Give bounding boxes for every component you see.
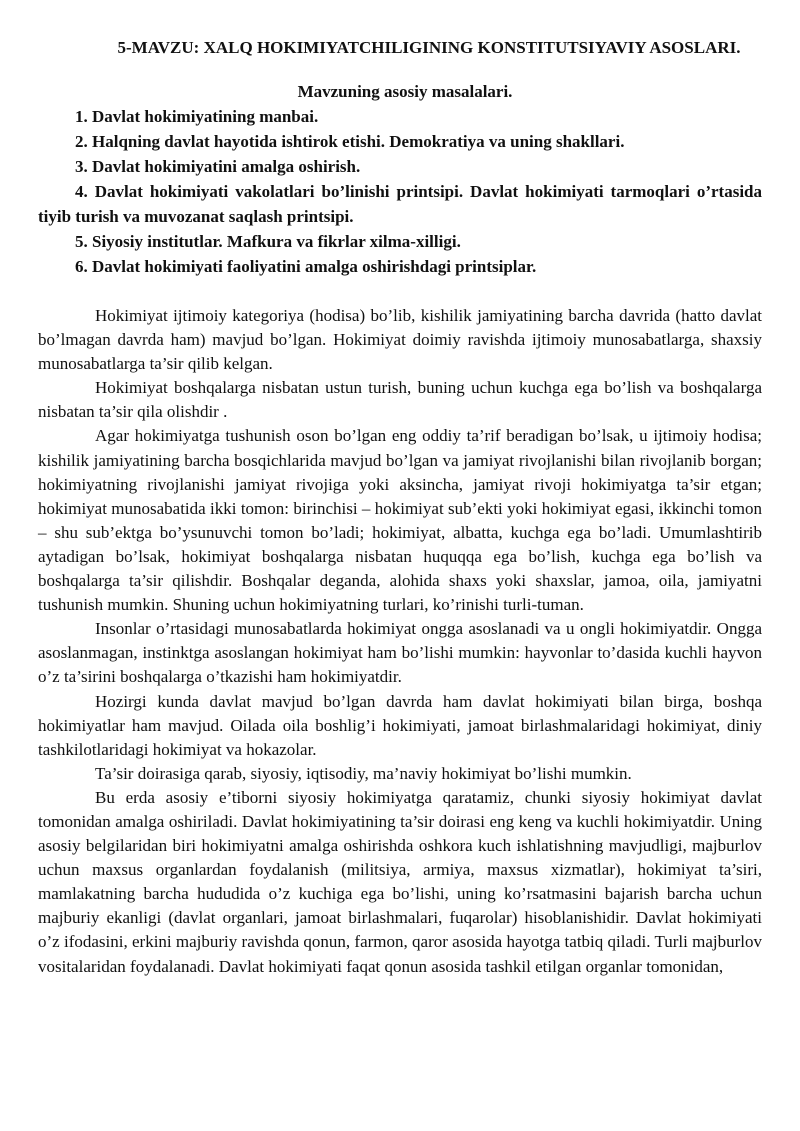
body-paragraph: Hokimiyat ijtimoiy kategoriya (hodisa) bo’lib, kishilik jamiyatining barcha davrida (hatto davlat bo’lmagan davrda ham) mavjud bo’lgan. Hokimiyat doimiy ravishda ijtimoiy munosabatlarga, shaxsiy munosabatlarga ta’sir qilib kelgan. (38, 306, 762, 374)
body-paragraph: Agar hokimiyatga tushunish oson bo’lgan eng oddiy ta’rif beradigan bo’lsak, u ijtimoiy hodisa; kishilik jamiyatining barcha bosqichlarida mavjud bo’lgan va jamiyat rivojlanishi bilan rivojlanib borgan; hokimiyatning rivojlanishi jamiyat rivojiga yoki aksincha, jamiyat rivoji hokimiyatga ta’sir etgan; hokimiyat munosabatida ikki tomon: birinchisi – hokimiyat sub’ekti yoki hokimiyat egasi, ikkinchi tomon – shu sub’ektga bo’ysunuvchi tomon bo’ladi; hokimiyat, albatta, kuchga ega bo’ladi. Umumlashtirib aytadigan bo’lsak, hokimiyat boshqalarga nisbatan huquqqa ega bo’lish, kuchga ega bo’lish va boshqalarga ta’sir qilishdir. Boshqalar deganda, alohida shaxs yoki shaxslar, jamoa, oila, jamiyatni tushunish mumkin. Shuning uchun hokimiyatning turlari, ko’rinishi turli-tuman. (38, 426, 762, 615)
body-paragraph: Ta’sir doirasiga qarab, siyosiy, iqtisodiy, ma’naviy hokimiyat bo’lishi mumkin. (95, 763, 632, 783)
topic-item: 6. Davlat hokimiyati faoliyatini amalga oshirishdagi printsiplar. (75, 257, 537, 276)
document-body (38, 304, 762, 979)
topic-item: 5. Siyosiy institutlar. Mafkura va fikrlar xilma-xilligi. (75, 232, 461, 251)
topic-item: 1. Davlat hokimiyatining manbai. (75, 107, 319, 126)
body-paragraph: Hokimiyat boshqalarga nisbatan ustun turish, buning uchun kuchga ega bo’lish va boshqalarga nisbatan ta’sir qila olishdir . (38, 378, 762, 422)
topic-item: 2. Halqning davlat hayotida ishtirok etishi. Demokratiya va uning shakllari. (75, 132, 625, 151)
body-paragraph: Insonlar o’rtasidagi munosabatlarda hokimiyat ongga asoslanadi va u ongli hokimiyatdir. Ongga asoslanmagan, instinktga asoslangan hokimiyat ham bo’lishi mumkin: hayvonlar to’dasida kuchli hayvon o’z ta’sirini boshqalarga o’tkazishi ham hokimiyatdir. (38, 619, 762, 687)
section-subtitle: Mavzuning asosiy masalalari. (297, 82, 513, 101)
body-paragraph: Hozirgi kunda davlat mavjud bo’lgan davrda ham davlat hokimiyati bilan birga, boshqa hokimiyatlar ham mavjud. Oilada oila boshlig’i hokimiyati, jamoat birlashmalaridagi hokimiyat, diniy tashkilotlaridagi hokimiyat va hokazolar. (38, 691, 762, 759)
topic-item: 3. Davlat hokimiyatini amalga oshirish. (75, 157, 361, 176)
document-title: 5-MAVZU: XALQ HOKIMIYATCHILIGINING KONSTITUTSIYAVIY ASOSLARI. (117, 38, 741, 57)
document-page (38, 36, 762, 979)
topic-item: 4. Davlat hokimiyati vakolatlari bo’linishi printsipi. Davlat hokimiyati tarmoqlari o’rtasida tiyib turish va muvozanat saqlash printsipi. (38, 182, 762, 226)
topics-list (38, 104, 762, 279)
body-paragraph: Bu erda asosiy e’tiborni siyosiy hokimiyatga qaratamiz, chunki siyosiy hokimiyat davlat tomonidan amalga oshiriladi. Davlat hokimiyatining ta’sir doirasi eng keng va kuchli hokimiyatdir. Uning asosiy belgilaridan biri hokimiyatni amalga oshirishda oshkora kuch ishlatishning mavjudligi, majburlov uchun maxsus organlardan foydalanish (militsiya, armiya, maxsus xizmatlar), hokimiyat ta’siri, mamlakatning barcha hududida o’z kuchiga ega bo’lishi, uning ko’rsatmasini bajarish barcha uchun majburiy ekanligi (davlat organlari, jamoat birlashmalari, fuqarolar) hisoblanishidir. Davlat hokimiyati o’z ifodasini, erkini majburiy ravishda qonun, farmon, qaror asosida hayotga tatbiq qiladi. Turli majburlov vositalaridan foydalanadi. Davlat hokimiyati faqat qonun asosida tashkil etilgan organlar tomonidan, (38, 787, 762, 976)
